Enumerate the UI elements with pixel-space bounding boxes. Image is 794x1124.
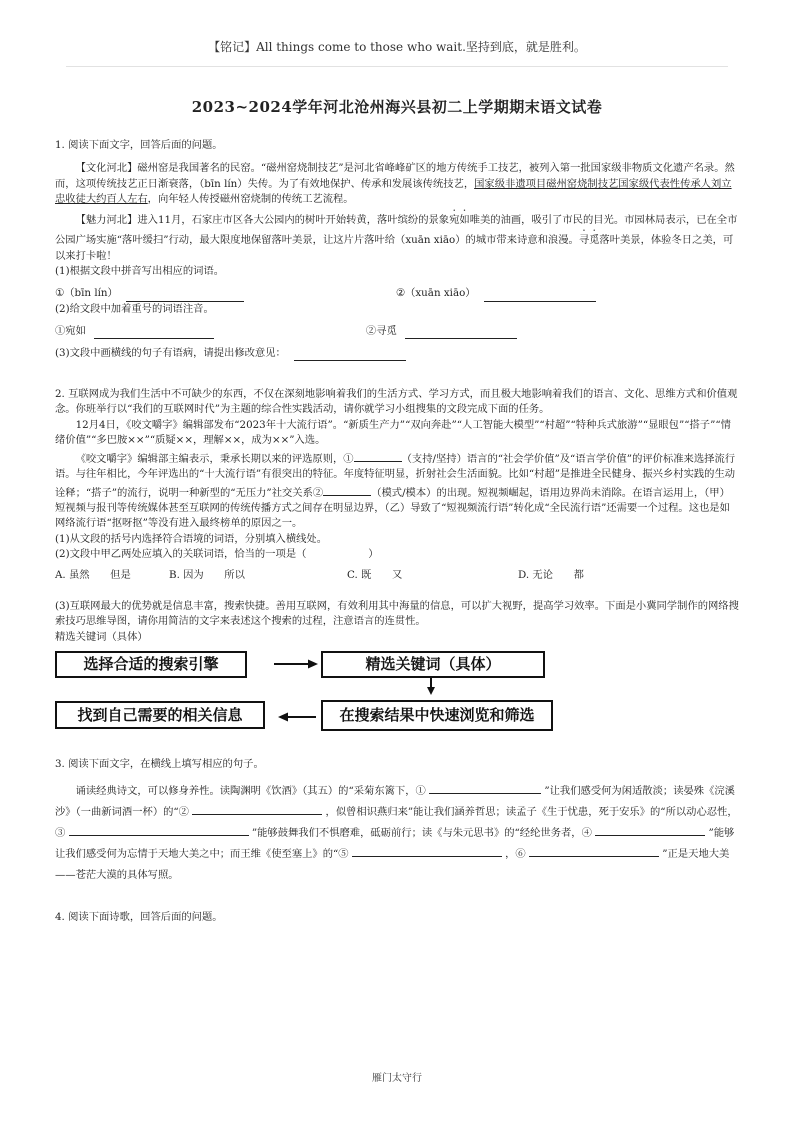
sub-question-1-3: (3)文段中画横线的句子有语病，请提出修改意见： [55, 346, 286, 359]
question-2-paragraph-2 [55, 449, 739, 532]
arrow-left-head [278, 713, 288, 722]
sub-question-1-1: (1)根据文段中拼音写出相应的词语。 [55, 265, 225, 278]
question-2-stem: 2. 互联网成为我们生活中不可缺少的东西，不仅在深刻地影响着我们的生活方式、学习方式，而且极大地影响着我们的语言、文化、思维方式和价值观念。你班举行以“我们的互联网时代”为主题的综合性实践活动，请你就学习小组搜集的文段完成下面的任务。 [55, 387, 738, 416]
passage-text: ，⑥ [505, 847, 526, 860]
choice-options [55, 563, 739, 589]
answer-blank[interactable] [484, 289, 596, 302]
passage-text: ，似曾相识燕归来”能让我们涵养哲思；读孟子《生于忧患，死于安乐》的“所以动心忍性，③ [55, 805, 738, 839]
question-1-stem: 1. 阅读下面文字，回答后面的问题。 [55, 139, 223, 151]
question-4 [55, 910, 739, 925]
answer-blank[interactable] [192, 802, 322, 815]
option-c[interactable]: C. 既 又 [347, 569, 403, 582]
page-title: 2023~2024学年河北沧州海兴县初二上学期期末语文试卷 [191, 98, 603, 116]
emphasized-word-xunmi: 寻觅 [578, 234, 600, 247]
question-1-paragraph-1 [55, 161, 739, 207]
flow-step-refine-keywords: 精选关键词（具体） [321, 651, 545, 678]
answer-blank[interactable] [94, 326, 214, 339]
option-d[interactable]: D. 无论 都 [518, 569, 584, 582]
answer-label: ②（xuān xiāo） [395, 287, 476, 300]
sub-question-2-2: (2)文段中甲乙两处应填入的关联词语，恰当的一项是（ ） [55, 548, 379, 561]
sub-question-2-1: (1)从文段的括号内选择符合语境的词语，分别填入横线处。 [55, 532, 328, 545]
question-3-stem: 3. 阅读下面文字，在横线上填写相应的句子。 [55, 758, 264, 771]
answer-blank[interactable] [354, 449, 402, 462]
answer-row [55, 280, 739, 302]
passage-text: ”能够让我们感受何为忘情于天地大美之中；而王维《使至塞上》的“⑤ [55, 826, 735, 860]
paragraph-text: （模式/模本）的出现。短视频崛起，语用边界尚未消除。在语言运用上，（甲）短视频与报刊等传统媒体甚至互联网的传统传播方式之间存在明显边界，（乙）导致了“短视频流行语”转化成“全民流行语”还需要一个过程。这也是如网络流行语“抠呀抠”等没有进入最终榜单的原因之一。 [55, 486, 730, 530]
passage-text: ”正是天地大美——苍茫大漠的具体写照。 [55, 847, 730, 881]
search-flowchart [55, 651, 739, 739]
question-1-paragraph-2 [55, 208, 739, 264]
paragraph-text: ，向年轻人传授磁州窑烧制的传统工艺流程。 [147, 193, 354, 206]
answer-blank[interactable] [595, 823, 705, 836]
answer-row [55, 317, 739, 339]
answer-blank[interactable] [405, 326, 517, 339]
question-4-stem: 4. 阅读下面诗歌，回答后面的问题。 [55, 910, 223, 923]
paragraph-text: 【魅力河北】进入11月，石家庄市区各大公园内的树叶开始转黄，落叶缤纷的景象 [75, 213, 450, 226]
motto-header: 【铭记】All things come to those who wait.坚持到底，就是胜利。 [208, 40, 586, 54]
answer-blank[interactable] [126, 289, 244, 302]
question-2-paragraph-1: 12月4日，《咬文嚼字》编辑部发布“2023年十大流行语”。“新质生产力”“双向奔赴”“人工智能大模型”“村超”“特种兵式旅游”“显眼包”“搭子”“情绪价值”“多巴胺××”“质疑××，理解××，成为××”入选。 [55, 418, 731, 447]
passage-text: 诵读经典诗文，可以修身养性。读陶渊明《饮酒》（其五）的“采菊东篱下，① [75, 784, 426, 797]
option-a[interactable]: A. 虽然 但是 [55, 569, 131, 582]
passage-text: ”让我们感受何为闲适散淡；读晏殊《浣溪沙》（一曲新词酒一杯）的“② [55, 784, 735, 818]
flow-step-select-engine: 选择合适的搜索引擎 [55, 651, 247, 678]
flow-step-browse-results: 在搜索结果中快速浏览和筛选 [321, 700, 553, 731]
answer-blank[interactable] [529, 844, 659, 857]
spacer [55, 739, 739, 757]
question-3-passage [55, 781, 739, 886]
paragraph-text: 【文化河北】磁州窑是我国著名的民窑。“磁州窑烧制技艺”是河北省峰峰矿区的地方传统手工技艺，被列入第一批国家级非物质文化遗产名录。然而，这项传统技艺正日渐衰落，（bīn lín）失传。为了有效地保护、传承和发展该传统技艺， [55, 162, 735, 190]
arrow-down-head [427, 687, 435, 695]
emphasized-word-wanru: 宛如 [449, 213, 470, 226]
answer-blank[interactable] [69, 823, 249, 836]
answer-label: ②寻觅 [365, 324, 397, 337]
answer-blank[interactable] [352, 844, 502, 857]
arrow-right-head [308, 660, 318, 669]
answer-label: ①（bīn lín） [55, 287, 118, 300]
answer-blank[interactable] [429, 781, 541, 794]
answer-blank[interactable] [323, 483, 371, 496]
exam-content [55, 138, 739, 925]
sub-question-2-3: (3)互联网最大的优势就是信息丰富，搜索快捷。善用互联网，有效利用其中海量的信息，可以扩大视野，提高学习效率。下面是小冀同学制作的网络搜索技巧思维导图，请你用简洁的文字来表述这个搜索的过程，注意语言的连贯性。 [55, 599, 739, 628]
spacer [55, 361, 739, 387]
paragraph-text: 落叶美景，体验冬日之美，可以来打卡啦！ [55, 234, 734, 262]
sub-question-1-2: (2)给文段中加着重号的词语注音。 [55, 302, 214, 315]
answer-label: ①宛如 [55, 324, 86, 337]
paragraph-text: 《咬文嚼字》编辑部主编表示，秉承长期以来的评选原则，① [75, 452, 354, 465]
flow-step-find-information: 找到自己需要的相关信息 [55, 701, 265, 729]
question-2 [55, 387, 739, 739]
page-footer: 雁门太守行 [372, 1073, 422, 1084]
sample-keyword-note: 精选关键词（具体） [55, 630, 148, 643]
option-b[interactable]: B. 因为 所以 [169, 569, 245, 582]
spacer [55, 886, 739, 910]
answer-row [55, 339, 739, 361]
paragraph-text: 唯美的油画，吸引了市民的目光。市园林局表示，已在全市公园广场实施“落叶缓扫”行动，最大限度地保留落叶美景，让这片片落叶给（xuān xiāo）的城市带来诗意和浪漫。 [55, 213, 738, 247]
question-3 [55, 757, 739, 886]
question-1 [55, 138, 739, 361]
answer-blank[interactable] [294, 348, 406, 361]
underlined-sentence: 国家级非遗项目磁州窑烧制技艺国家级代表性传承人刘立忠收徒大约百人左右 [55, 177, 732, 206]
paragraph-text: （支持/坚持）语言的“社会学价值”及“语言学价值”的评价标准来选择流行语。与往年相比，今年评选出的“十大流行语”有很突出的特征。年度特征明显，折射社会生活面貌。比如“村超”是推进全民健身、振兴乡村实践的生动诠释；“搭子”的流行，说明一种新型的“无压力”社交关系② [55, 452, 736, 499]
passage-text: ”能够鼓舞我们不惧磨难，砥砺前行；读《与朱元思书》的“经纶世务者，④ [251, 826, 592, 839]
header-divider [66, 66, 728, 67]
spacer [55, 589, 739, 599]
